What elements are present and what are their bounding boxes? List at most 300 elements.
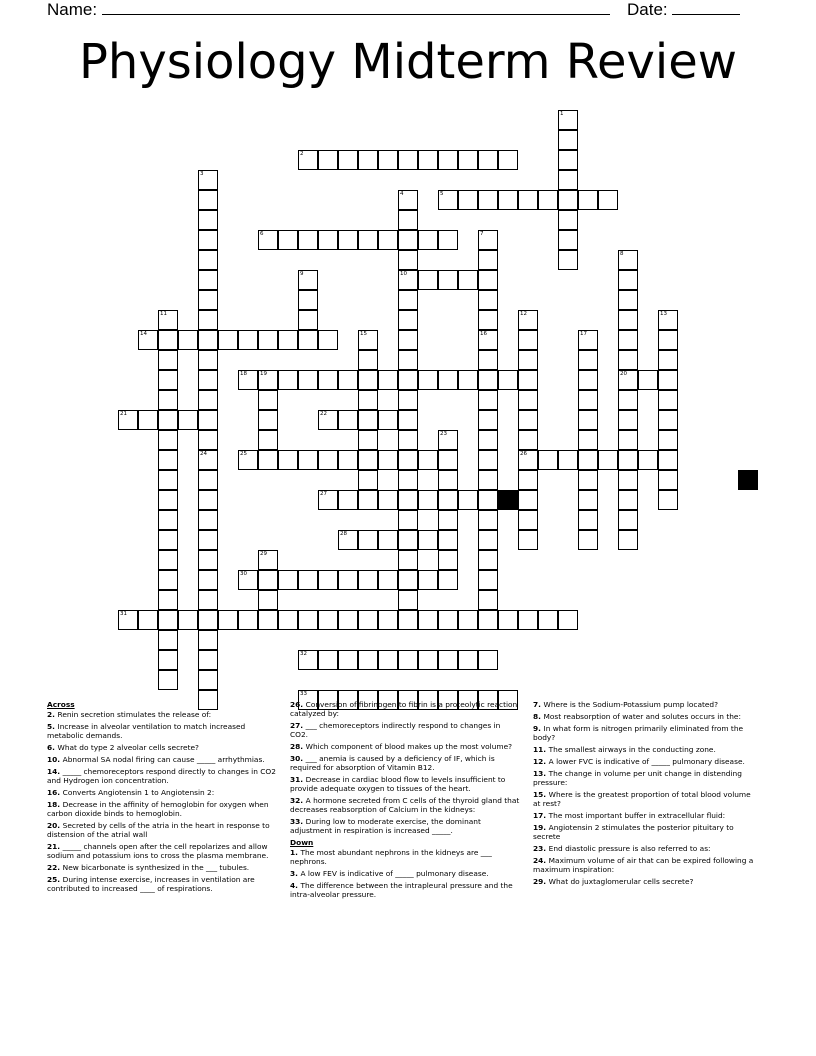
grid-cell[interactable]: [518, 530, 538, 550]
grid-cell[interactable]: [358, 150, 378, 170]
grid-cell[interactable]: [158, 570, 178, 590]
grid-cell[interactable]: [158, 390, 178, 410]
grid-cell[interactable]: [298, 230, 318, 250]
clue-item: [290, 700, 520, 718]
grid-cell[interactable]: [618, 490, 638, 510]
grid-cell[interactable]: [298, 290, 318, 310]
grid-cell[interactable]: [478, 490, 498, 510]
grid-cell[interactable]: [458, 610, 478, 630]
grid-cell[interactable]: [398, 610, 418, 630]
grid-cell[interactable]: [398, 530, 418, 550]
grid-cell[interactable]: [418, 270, 438, 290]
grid-cell[interactable]: [398, 490, 418, 510]
grid-cell[interactable]: [498, 370, 518, 390]
grid-cell[interactable]: [378, 410, 398, 430]
down-clue-list: [290, 848, 520, 899]
grid-cell[interactable]: [638, 370, 658, 390]
grid-cell[interactable]: [358, 350, 378, 370]
grid-cell[interactable]: [658, 490, 678, 510]
grid-cell[interactable]: [558, 610, 578, 630]
grid-cell[interactable]: [558, 130, 578, 150]
clue-number: 19: [260, 371, 267, 377]
grid-cell[interactable]: [438, 570, 458, 590]
grid-cell[interactable]: [578, 390, 598, 410]
grid-cell[interactable]: [618, 350, 638, 370]
grid-cell[interactable]: [198, 630, 218, 650]
grid-cell[interactable]: [338, 370, 358, 390]
grid-cell[interactable]: [518, 450, 538, 470]
grid-cell[interactable]: [278, 610, 298, 630]
grid-cell[interactable]: [258, 550, 278, 570]
grid-cell[interactable]: [438, 510, 458, 530]
grid-cell[interactable]: [258, 230, 278, 250]
grid-cell[interactable]: [398, 650, 418, 670]
grid-cell[interactable]: [118, 610, 138, 630]
grid-cell[interactable]: [638, 450, 658, 470]
grid-cell[interactable]: [198, 330, 218, 350]
grid-cell[interactable]: [558, 110, 578, 130]
grid-cell[interactable]: [118, 410, 138, 430]
grid-cell[interactable]: [258, 390, 278, 410]
grid-cell[interactable]: [278, 570, 298, 590]
grid-cell[interactable]: [538, 610, 558, 630]
grid-cell[interactable]: [338, 650, 358, 670]
grid-cell[interactable]: [198, 530, 218, 550]
grid-cell[interactable]: [318, 650, 338, 670]
grid-cell[interactable]: [618, 530, 638, 550]
grid-cell[interactable]: [258, 410, 278, 430]
grid-cell[interactable]: [458, 190, 478, 210]
grid-cell[interactable]: [398, 150, 418, 170]
grid-cell[interactable]: [578, 370, 598, 390]
grid-cell[interactable]: [478, 570, 498, 590]
grid-cell[interactable]: [478, 650, 498, 670]
grid-cell[interactable]: [158, 410, 178, 430]
grid-cell[interactable]: [418, 570, 438, 590]
grid-cell[interactable]: [618, 510, 638, 530]
grid-cell[interactable]: [558, 170, 578, 190]
grid-cell[interactable]: [398, 350, 418, 370]
grid-cell[interactable]: [298, 310, 318, 330]
clue-item: [533, 700, 758, 709]
grid-cell[interactable]: [198, 390, 218, 410]
grid-cell[interactable]: [438, 370, 458, 390]
grid-cell[interactable]: [138, 610, 158, 630]
clue-text: End diastolic pressure is also referred to as:: [548, 844, 711, 853]
grid-cell[interactable]: [578, 350, 598, 370]
grid-cell[interactable]: [438, 650, 458, 670]
clue-number: 6: [260, 231, 264, 237]
grid-cell[interactable]: [618, 410, 638, 430]
grid-cell[interactable]: [618, 450, 638, 470]
grid-cell[interactable]: [418, 650, 438, 670]
grid-cell[interactable]: [198, 230, 218, 250]
grid-cell[interactable]: [358, 610, 378, 630]
grid-cell[interactable]: [398, 190, 418, 210]
grid-cell[interactable]: [358, 230, 378, 250]
grid-cell[interactable]: [378, 610, 398, 630]
grid-cell[interactable]: [478, 250, 498, 270]
grid-cell[interactable]: [378, 450, 398, 470]
grid-cell[interactable]: [478, 150, 498, 170]
grid-cell[interactable]: [398, 450, 418, 470]
grid-cell[interactable]: [658, 450, 678, 470]
grid-cell[interactable]: [318, 330, 338, 350]
grid-cell[interactable]: [438, 610, 458, 630]
grid-cell[interactable]: [158, 350, 178, 370]
grid-cell[interactable]: [178, 330, 198, 350]
grid-cell[interactable]: [518, 470, 538, 490]
clue-item: [47, 800, 277, 818]
grid-cell[interactable]: [198, 250, 218, 270]
grid-cell[interactable]: [578, 530, 598, 550]
grid-cell[interactable]: [338, 570, 358, 590]
grid-cell[interactable]: [398, 430, 418, 450]
grid-cell[interactable]: [518, 610, 538, 630]
grid-cell[interactable]: [618, 470, 638, 490]
grid-cell[interactable]: [278, 330, 298, 350]
clue-item: [290, 775, 520, 793]
grid-cell[interactable]: [658, 330, 678, 350]
grid-cell[interactable]: [398, 290, 418, 310]
grid-cell[interactable]: [438, 230, 458, 250]
grid-cell[interactable]: [158, 470, 178, 490]
grid-cell[interactable]: [478, 550, 498, 570]
grid-cell[interactable]: [358, 470, 378, 490]
grid-cell[interactable]: [438, 150, 458, 170]
grid-cell[interactable]: [478, 450, 498, 470]
grid-cell[interactable]: [198, 190, 218, 210]
grid-cell[interactable]: [338, 410, 358, 430]
grid-cell[interactable]: [438, 430, 458, 450]
grid-cell[interactable]: [238, 450, 258, 470]
clue-number: 27: [320, 491, 327, 497]
grid-cell[interactable]: [378, 490, 398, 510]
grid-cell[interactable]: [498, 610, 518, 630]
grid-cell[interactable]: [558, 150, 578, 170]
grid-cell[interactable]: [258, 590, 278, 610]
grid-cell[interactable]: [398, 270, 418, 290]
grid-cell[interactable]: [478, 590, 498, 610]
grid-cell[interactable]: [398, 210, 418, 230]
clue-item: [533, 745, 758, 754]
grid-cell[interactable]: [438, 450, 458, 470]
grid-cell[interactable]: [578, 410, 598, 430]
grid-cell[interactable]: [478, 290, 498, 310]
grid-cell[interactable]: [198, 510, 218, 530]
grid-cell[interactable]: [658, 350, 678, 370]
grid-cell[interactable]: [478, 350, 498, 370]
grid-cell[interactable]: [158, 330, 178, 350]
grid-cell[interactable]: [158, 670, 178, 690]
grid-cell[interactable]: [658, 310, 678, 330]
grid-cell[interactable]: [658, 370, 678, 390]
grid-cell[interactable]: [378, 570, 398, 590]
grid-cell[interactable]: [358, 410, 378, 430]
grid-cell[interactable]: [538, 450, 558, 470]
grid-cell[interactable]: [298, 270, 318, 290]
grid-cell[interactable]: [578, 330, 598, 350]
grid-cell[interactable]: [318, 610, 338, 630]
grid-cell[interactable]: [198, 170, 218, 190]
grid-cell[interactable]: [198, 430, 218, 450]
grid-cell[interactable]: [518, 310, 538, 330]
grid-cell[interactable]: [438, 530, 458, 550]
grid-cell[interactable]: [618, 250, 638, 270]
grid-cell[interactable]: [158, 590, 178, 610]
grid-cell[interactable]: [198, 670, 218, 690]
grid-cell[interactable]: [358, 450, 378, 470]
grid-cell[interactable]: [198, 650, 218, 670]
grid-cell[interactable]: [398, 590, 418, 610]
grid-cell[interactable]: [478, 610, 498, 630]
grid-cell[interactable]: [418, 370, 438, 390]
grid-cell[interactable]: [258, 430, 278, 450]
grid-cell[interactable]: [338, 490, 358, 510]
grid-cell[interactable]: [438, 490, 458, 510]
clue-item: [290, 881, 520, 899]
grid-cell[interactable]: [338, 150, 358, 170]
grid-cell[interactable]: [358, 390, 378, 410]
grid-cell[interactable]: [418, 490, 438, 510]
grid-cell[interactable]: [298, 150, 318, 170]
grid-cell[interactable]: [298, 450, 318, 470]
grid-cell[interactable]: [158, 370, 178, 390]
clue-number: 16: [480, 331, 487, 337]
clue-number-label: 11.: [533, 745, 549, 754]
grid-cell[interactable]: [358, 370, 378, 390]
grid-cell[interactable]: [178, 610, 198, 630]
grid-cell[interactable]: [258, 570, 278, 590]
grid-cell[interactable]: [238, 570, 258, 590]
grid-cell[interactable]: [218, 610, 238, 630]
grid-cell[interactable]: [518, 330, 538, 350]
grid-cell[interactable]: [278, 230, 298, 250]
grid-cell[interactable]: [618, 390, 638, 410]
grid-cell[interactable]: [298, 650, 318, 670]
grid-cell[interactable]: [518, 390, 538, 410]
grid-cell[interactable]: [478, 310, 498, 330]
grid-cell[interactable]: [478, 190, 498, 210]
grid-cell[interactable]: [338, 450, 358, 470]
grid-cell[interactable]: [438, 270, 458, 290]
grid-cell[interactable]: [138, 330, 158, 350]
grid-cell[interactable]: [338, 230, 358, 250]
grid-cell[interactable]: [618, 330, 638, 350]
grid-cell[interactable]: [358, 490, 378, 510]
grid-cell[interactable]: [158, 630, 178, 650]
grid-cell[interactable]: [218, 330, 238, 350]
grid-cell[interactable]: [158, 310, 178, 330]
grid-cell[interactable]: [278, 450, 298, 470]
grid-cell[interactable]: [238, 370, 258, 390]
grid-cell[interactable]: [398, 370, 418, 390]
grid-cell[interactable]: [438, 550, 458, 570]
grid-cell[interactable]: [158, 530, 178, 550]
grid-cell[interactable]: [318, 370, 338, 390]
grid-cell[interactable]: [598, 450, 618, 470]
grid-cell[interactable]: [198, 350, 218, 370]
grid-cell[interactable]: [238, 330, 258, 350]
grid-cell[interactable]: [158, 510, 178, 530]
grid-cell[interactable]: [478, 370, 498, 390]
grid-cell[interactable]: [518, 510, 538, 530]
grid-cell[interactable]: [518, 410, 538, 430]
grid-cell[interactable]: [158, 650, 178, 670]
grid-cell[interactable]: [598, 190, 618, 210]
grid-cell[interactable]: [258, 450, 278, 470]
grid-cell[interactable]: [198, 370, 218, 390]
clue-number: 10: [400, 271, 407, 277]
grid-cell[interactable]: [398, 310, 418, 330]
grid-cell[interactable]: [658, 430, 678, 450]
grid-cell[interactable]: [338, 530, 358, 550]
grid-cell[interactable]: [198, 290, 218, 310]
grid-cell[interactable]: [478, 430, 498, 450]
grid-cell[interactable]: [618, 370, 638, 390]
grid-cell[interactable]: [558, 250, 578, 270]
grid-cell[interactable]: [658, 390, 678, 410]
grid-cell[interactable]: [438, 470, 458, 490]
grid-cell[interactable]: [658, 470, 678, 490]
grid-cell[interactable]: [478, 330, 498, 350]
grid-cell[interactable]: [438, 190, 458, 210]
grid-cell[interactable]: [478, 470, 498, 490]
grid-cell[interactable]: [398, 390, 418, 410]
grid-cell[interactable]: [498, 150, 518, 170]
grid-cell[interactable]: [158, 450, 178, 470]
grid-cell[interactable]: [258, 610, 278, 630]
grid-cell[interactable]: [518, 430, 538, 450]
grid-cell[interactable]: [618, 430, 638, 450]
grid-cell[interactable]: [578, 190, 598, 210]
grid-cell[interactable]: [458, 650, 478, 670]
grid-cell[interactable]: [158, 430, 178, 450]
grid-cell[interactable]: [198, 610, 218, 630]
grid-cell[interactable]: [578, 450, 598, 470]
grid-cell[interactable]: [558, 450, 578, 470]
grid-cell[interactable]: [578, 470, 598, 490]
grid-cell[interactable]: [618, 290, 638, 310]
clue-number: 26: [520, 451, 527, 457]
grid-cell[interactable]: [258, 370, 278, 390]
grid-cell[interactable]: [398, 570, 418, 590]
grid-cell[interactable]: [378, 230, 398, 250]
grid-cell[interactable]: [338, 610, 358, 630]
grid-cell[interactable]: [318, 150, 338, 170]
grid-cell[interactable]: [398, 550, 418, 570]
grid-cell[interactable]: [358, 650, 378, 670]
grid-cell[interactable]: [658, 410, 678, 430]
grid-cell[interactable]: [198, 570, 218, 590]
grid-cell[interactable]: [198, 470, 218, 490]
grid-cell[interactable]: [458, 370, 478, 390]
grid-cell[interactable]: [418, 150, 438, 170]
grid-cell[interactable]: [478, 510, 498, 530]
grid-cell[interactable]: [618, 310, 638, 330]
grid-cell[interactable]: [418, 450, 438, 470]
clue-text: _____ chemoreceptors respond directly to changes in CO2 and Hydrogen ion concentration.: [47, 767, 276, 785]
grid-cell[interactable]: [318, 570, 338, 590]
grid-cell[interactable]: [398, 510, 418, 530]
grid-cell[interactable]: [378, 370, 398, 390]
grid-cell[interactable]: [398, 230, 418, 250]
grid-cell[interactable]: [518, 350, 538, 370]
grid-cell[interactable]: [538, 190, 558, 210]
grid-cell[interactable]: [378, 150, 398, 170]
grid-cell[interactable]: [318, 230, 338, 250]
grid-cell[interactable]: [558, 230, 578, 250]
grid-cell[interactable]: [198, 210, 218, 230]
grid-cell[interactable]: [478, 270, 498, 290]
grid-cell[interactable]: [578, 490, 598, 510]
grid-cell[interactable]: [198, 270, 218, 290]
grid-cell[interactable]: [358, 530, 378, 550]
grid-cell[interactable]: [378, 530, 398, 550]
grid-cell[interactable]: [398, 470, 418, 490]
grid-cell[interactable]: [458, 490, 478, 510]
grid-cell[interactable]: [398, 330, 418, 350]
grid-cell[interactable]: [198, 550, 218, 570]
grid-cell[interactable]: [298, 330, 318, 350]
grid-cell[interactable]: [378, 650, 398, 670]
grid-cell[interactable]: [358, 430, 378, 450]
grid-cell[interactable]: [298, 610, 318, 630]
grid-cell[interactable]: [158, 550, 178, 570]
grid-cell[interactable]: [418, 610, 438, 630]
grid-cell[interactable]: [518, 490, 538, 510]
grid-cell[interactable]: [258, 330, 278, 350]
grid-cell[interactable]: [198, 310, 218, 330]
grid-cell[interactable]: [478, 390, 498, 410]
grid-cell[interactable]: [478, 410, 498, 430]
grid-cell[interactable]: [238, 610, 258, 630]
grid-cell[interactable]: [398, 410, 418, 430]
grid-cell[interactable]: [278, 370, 298, 390]
grid-cell[interactable]: [298, 370, 318, 390]
grid-cell[interactable]: [138, 410, 158, 430]
grid-cell[interactable]: [198, 410, 218, 430]
grid-cell[interactable]: [318, 410, 338, 430]
grid-cell[interactable]: [478, 230, 498, 250]
grid-cell[interactable]: [358, 330, 378, 350]
grid-cell[interactable]: [558, 190, 578, 210]
grid-cell[interactable]: [578, 510, 598, 530]
grid-cell[interactable]: [558, 210, 578, 230]
grid-cell[interactable]: [478, 530, 498, 550]
grid-cell[interactable]: [178, 410, 198, 430]
grid-cell[interactable]: [518, 190, 538, 210]
grid-cell[interactable]: [318, 450, 338, 470]
grid-cell[interactable]: [418, 230, 438, 250]
grid-cell[interactable]: [358, 570, 378, 590]
grid-cell[interactable]: [458, 270, 478, 290]
grid-cell[interactable]: [458, 150, 478, 170]
grid-cell[interactable]: [498, 190, 518, 210]
grid-cell[interactable]: [578, 430, 598, 450]
grid-cell[interactable]: [398, 250, 418, 270]
grid-cell[interactable]: [298, 570, 318, 590]
grid-cell[interactable]: [318, 490, 338, 510]
grid-cell[interactable]: [158, 610, 178, 630]
grid-cell[interactable]: [198, 450, 218, 470]
grid-cell[interactable]: [618, 270, 638, 290]
grid-cell[interactable]: [198, 490, 218, 510]
grid-cell[interactable]: [418, 530, 438, 550]
grid-cell[interactable]: [518, 370, 538, 390]
grid-cell[interactable]: [198, 590, 218, 610]
grid-cell[interactable]: [158, 490, 178, 510]
